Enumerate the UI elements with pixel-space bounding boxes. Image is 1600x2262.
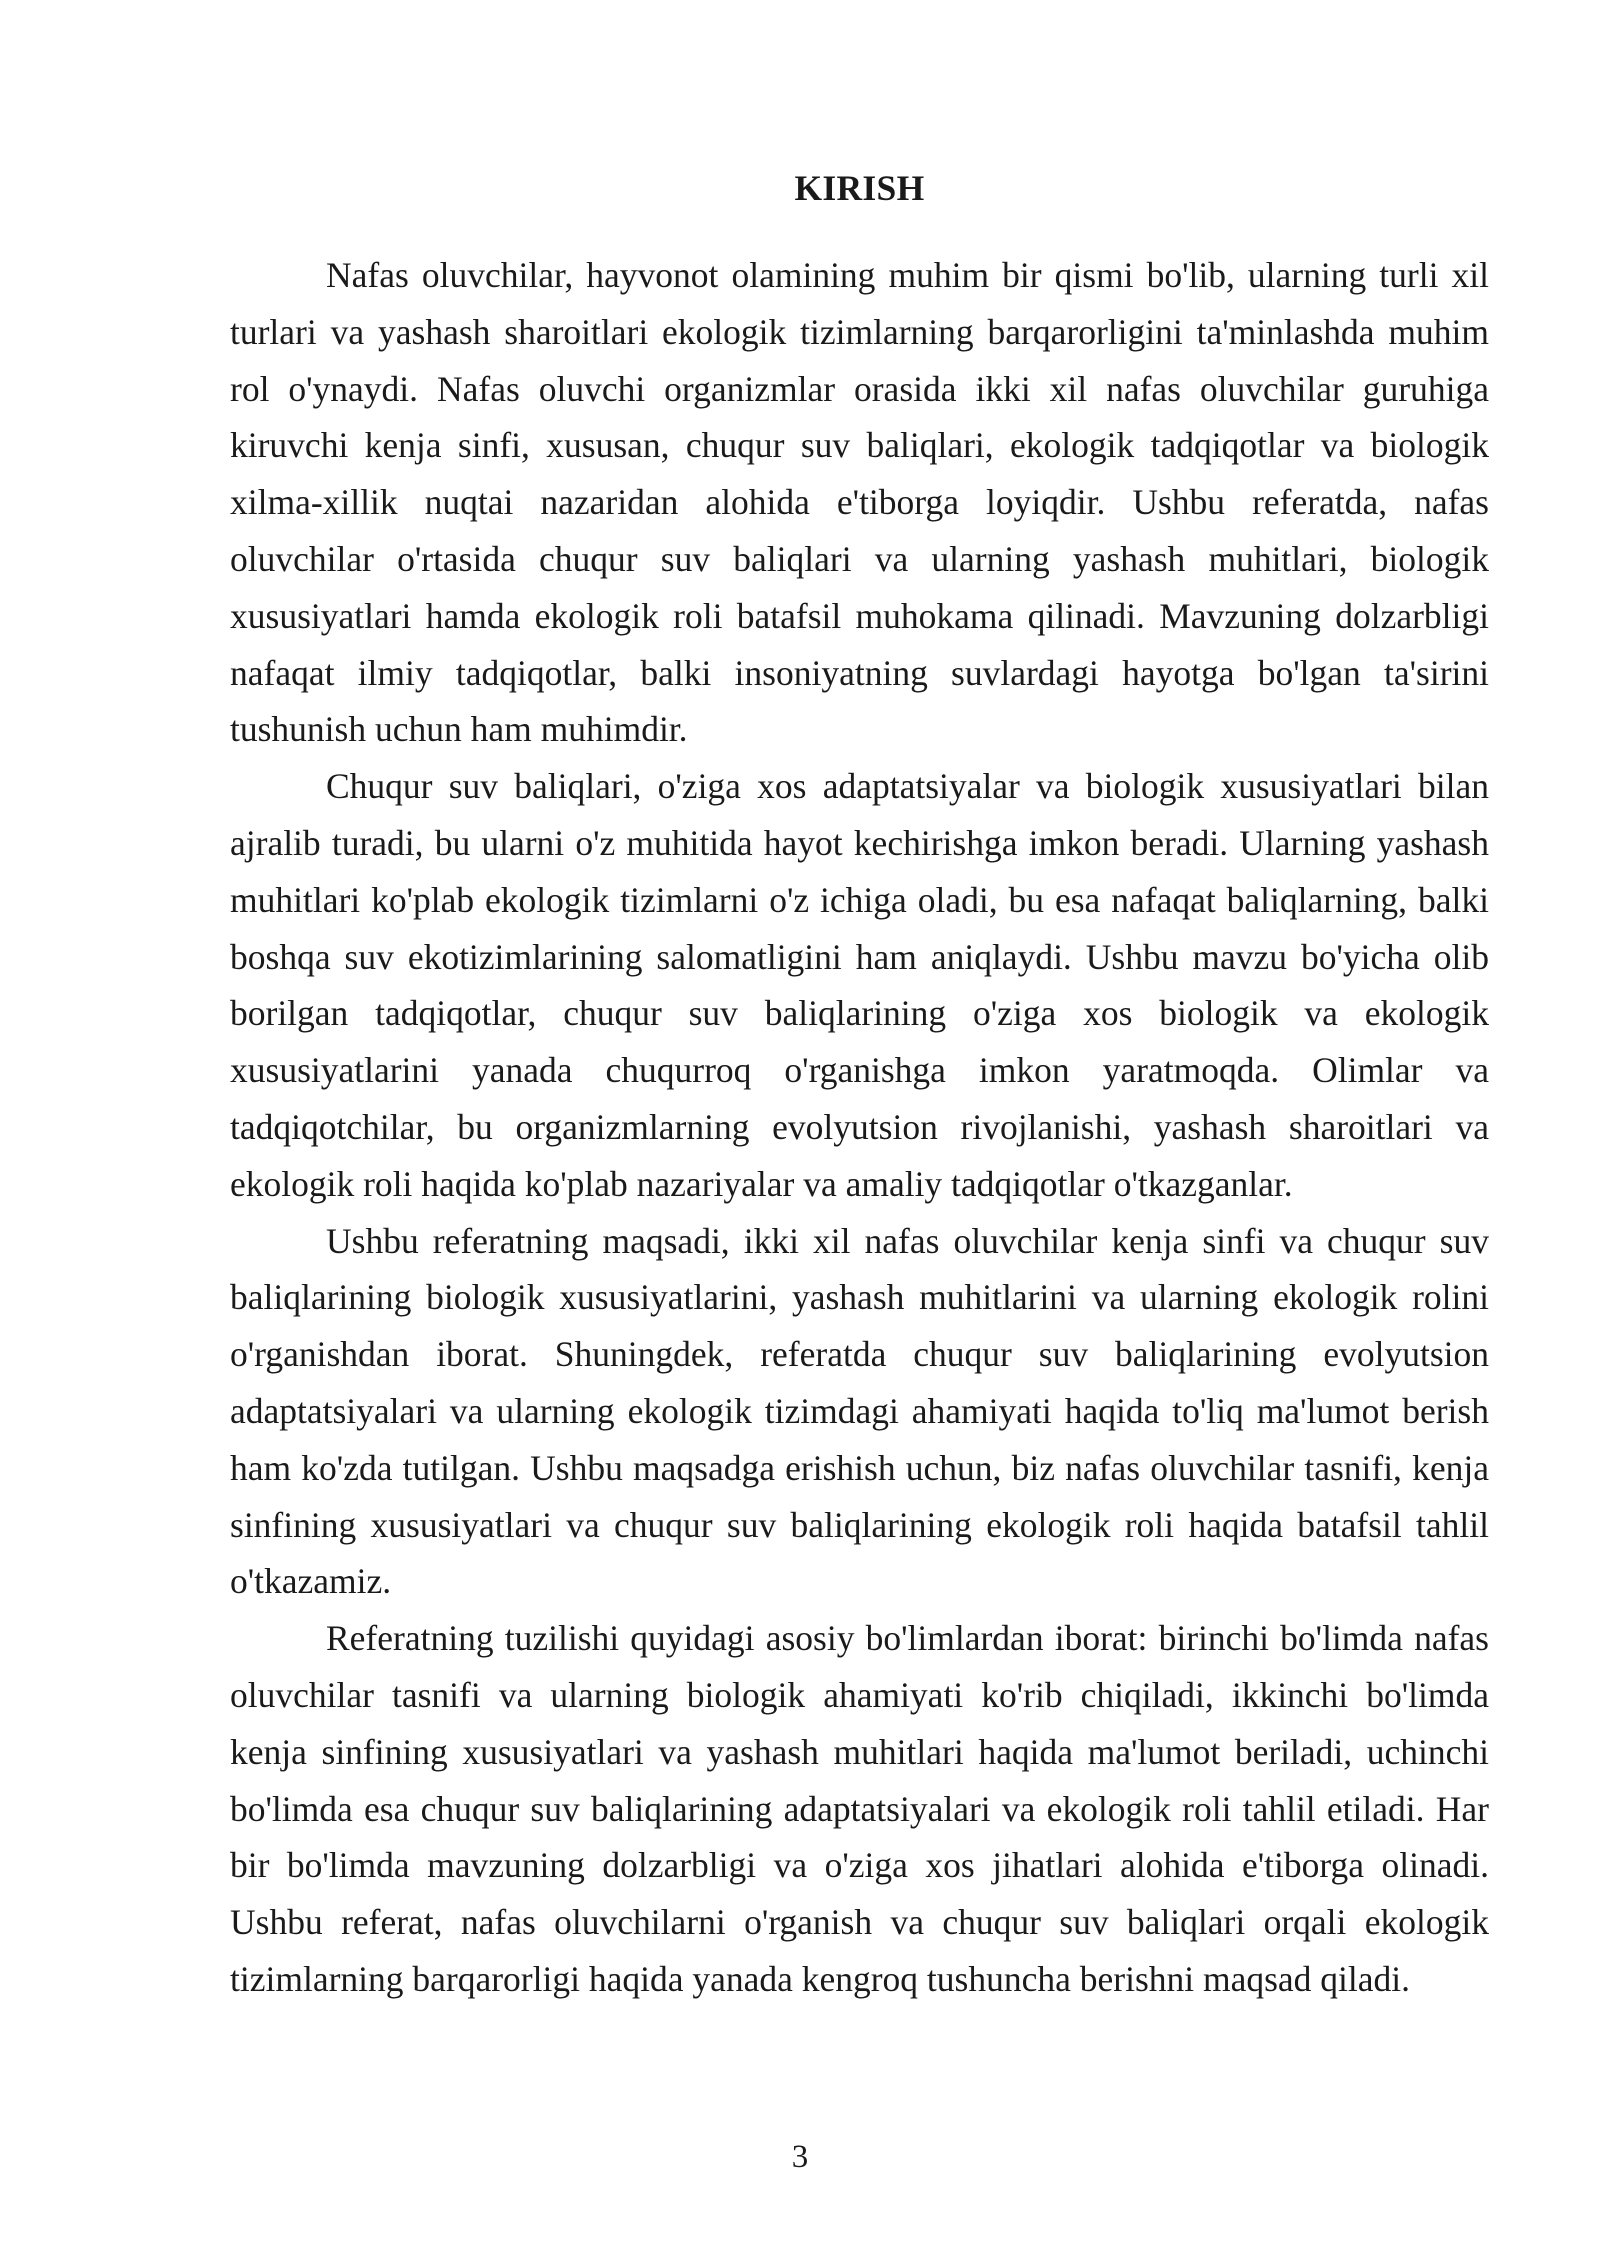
paragraph-3: Ushbu referatning maqsadi, ikki xil nafas oluvchilar kenja sinfi va chuqur suv baliqlarining biologik xususiyatlarini, yashash muhitlarini va ularning ekologik rolini o'rganishdan iborat. Shuningdek, referatda chuqur suv baliqlarining evolyutsion adaptatsiyalari va ularning ekologik tizimdagi ahamiyati haqida to'liq ma'lumot berish ham ko'zda tutilgan. Ushbu maqsadga erishish uchun, biz nafas oluvchilar tasnifi, kenja sinfining xususiyatlari va chuqur suv baliqlarining ekologik roli haqida batafsil tahlil o'tkazamiz. [230, 1220, 1489, 1602]
page-title: KIRISH [794, 168, 925, 208]
page-number: 3 [791, 2139, 809, 2175]
paragraph-1: Nafas oluvchilar, hayvonot olamining muhim bir qismi bo'lib, ularning turli xil turlari va yashash sharoitlari ekologik tizimlarning barqarorligini ta'minlashda muhim rol o'ynaydi. Nafas oluvchi organizmlar orasida ikki xil nafas oluvchilar guruhiga kiruvchi kenja sinfi, xususan, chuqur suv baliqlari, ekologik tadqiqotlar va biologik xilma-xillik nuqtai nazaridan alohida e'tiborga loyiqdir. Ushbu referatda, nafas oluvchilar o'rtasida chuqur suv baliqlari va ularning yashash muhitlari, biologik xususiyatlari hamda ekologik roli batafsil muhokama qilinadi. Mavzuning dolzarbligi nafaqat ilmiy tadqiqotlar, balki insoniyatning suvlardagi hayotga bo'lgan ta'sirini tushunish uchun ham muhimdir. [230, 255, 1489, 750]
paragraph-2: Chuqur suv baliqlari, o'ziga xos adaptatsiyalar va biologik xususiyatlari bilan ajralib turadi, bu ularni o'z muhitida hayot kechirishga imkon beradi. Ularning yashash muhitlari ko'plab ekologik tizimlarni o'z ichiga oladi, bu esa nafaqat baliqlarning, balki boshqa suv ekotizimlarining salomatligini ham aniqlaydi. Ushbu mavzu bo'yicha olib borilgan tadqiqotlar, chuqur suv baliqlarining o'ziga xos biologik va ekologik xususiyatlarini yanada chuqurroq o'rganishga imkon yaratmoqda. Olimlar va tadqiqotchilar, bu organizmlarning evolyutsion rivojlanishi, yashash sharoitlari va ekologik roli haqida ko'plab nazariyalar va amaliy tadqiqotlar o'tkazganlar. [230, 766, 1489, 1204]
paragraph-4: Referatning tuzilishi quyidagi asosiy bo'limlardan iborat: birinchi bo'limda nafas oluvchilar tasnifi va ularning biologik ahamiyati ko'rib chiqiladi, ikkinchi bo'limda kenja sinfining xususiyatlari va yashash muhitlari haqida ma'lumot beriladi, uchinchi bo'limda esa chuqur suv baliqlarining adaptatsiyalari va ekologik roli tahlil etiladi. Har bir bo'limda mavzuning dolzarbligi va o'ziga xos jihatlari alohida e'tiborga olinadi. Ushbu referat, nafas oluvchilarni o'rganish va chuqur suv baliqlari orqali ekologik tizimlarning barqarorligi haqida yanada kengroq tushuncha berishni maqsad qiladi. [230, 1618, 1489, 1999]
body-text [230, 247, 1489, 2008]
